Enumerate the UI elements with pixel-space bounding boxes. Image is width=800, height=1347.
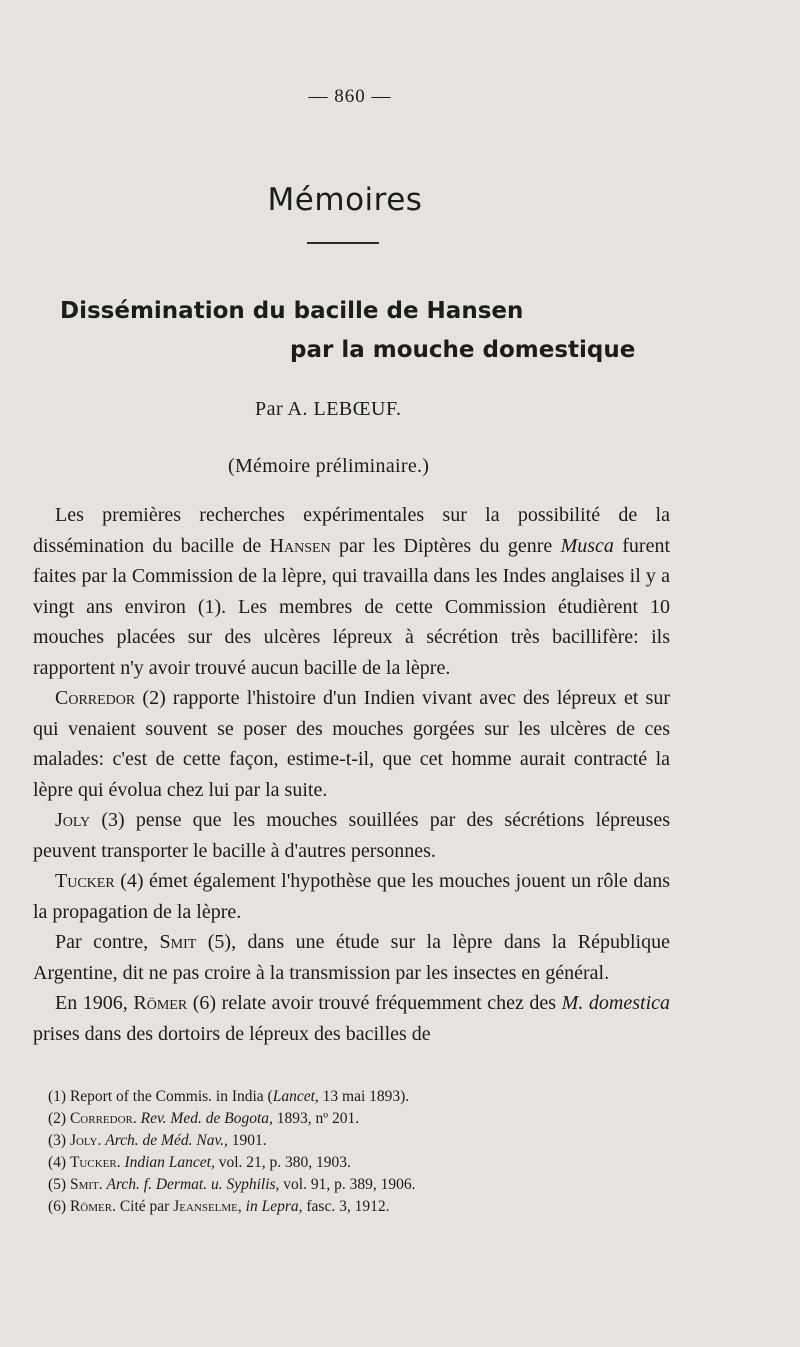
text-run: par les Diptères du genre [330, 534, 561, 557]
text-run: 1893, nº 201. [272, 1110, 360, 1127]
section-title: Mémoires [267, 182, 423, 218]
footnote-author: Jeanselme, [173, 1198, 242, 1215]
footnote-4 [48, 1152, 608, 1174]
text-run: Par contre, [55, 931, 160, 953]
footnote-number: (1) [48, 1088, 67, 1105]
journal-name: Arch. f. Dermat. u. Syphilis, [106, 1176, 280, 1193]
journal-name: Rev. Med. de Bogota, [140, 1110, 273, 1127]
footnote-number: (6) [48, 1198, 67, 1215]
footnote-2 [48, 1108, 608, 1130]
author-name: Smit [159, 931, 197, 953]
footnote-number: (3) [48, 1132, 67, 1149]
paragraph-4 [33, 866, 670, 927]
footnote-3 [48, 1130, 608, 1152]
author-name: Hansen [269, 534, 331, 557]
journal-name: in Lepra, [241, 1198, 303, 1215]
text-run: prises dans des dortoirs de lépreux des bacilles de [33, 1022, 431, 1045]
footnote-1 [48, 1086, 608, 1108]
title-rule [307, 242, 379, 244]
text-run: furent faites par la Commission de la lèpre, qui travailla dans les Indes anglaises il y a vingt ans environ (1). Les membres de cette Commission étudièrent 10 mouches placées sur des ulcères lépreux à sécrétion très bacillifère: ils rapportent n'y avoir trouvé aucun bacille de la lèpre. [33, 534, 671, 679]
author-name: Tucker [55, 870, 115, 892]
author-name: Corredor [55, 687, 136, 709]
text-run: vol. 91, p. 389, 1906. [279, 1176, 416, 1193]
footnote-number: (2) [48, 1110, 67, 1127]
footnotes [48, 1086, 608, 1218]
species-name: M. domestica [561, 992, 671, 1014]
text-run: (3) pense que les mouches souillées par des sécrétions lépreuses peuvent transporter le bacille à d'autres personnes. [33, 809, 670, 862]
author-name: Joly [55, 809, 91, 831]
journal-name: Indian Lancet, [124, 1154, 215, 1171]
journal-name: Arch. de Méd. Nav., [105, 1132, 228, 1149]
author-name: Römer [133, 992, 188, 1014]
footnote-author: Römer. [69, 1198, 116, 1215]
article-title-line-2: par la mouche domestique [290, 337, 636, 363]
paragraph-5 [33, 927, 670, 988]
page-number: — 860 — [308, 86, 392, 107]
text-run: En 1906, [55, 992, 134, 1014]
footnote-author: Corredor. [69, 1110, 137, 1127]
article-subtitle: (Mémoire préliminaire.) [228, 455, 430, 477]
footnote-author: Tucker. [69, 1154, 121, 1171]
footnote-6 [48, 1196, 608, 1218]
text-run: (4) émet également l'hypothèse que les mouches jouent un rôle dans la propagation de la lèpre. [33, 870, 670, 923]
text-run: vol. 21, p. 380, 1903. [214, 1154, 351, 1171]
text-run: (6) relate avoir trouvé fréquemment chez des [187, 992, 562, 1014]
footnote-number: (5) [48, 1176, 67, 1193]
paragraph-1 [33, 500, 670, 683]
footnote-5 [48, 1174, 608, 1196]
text-run: 1901. [227, 1132, 267, 1149]
text-run: (5), dans une étude sur la lèpre dans la République Argentine, dit ne pas croire à la transmission par les insectes en général. [33, 931, 670, 984]
article-title-line-1: Dissémination du bacille de Hansen [60, 298, 524, 324]
paragraph-2 [33, 683, 670, 805]
text-run: (2) rapporte l'histoire d'un Indien vivant avec des lépreux et sur qui venaient souvent se poser des mouches gorgées sur les ulcères de ces malades: c'est de cette façon, estime-t-il, que cet homme aurait contracté la lèpre qui évolua chez lui par la suite. [33, 687, 670, 801]
body-text [33, 500, 670, 1049]
text-run: Les premières recherches expérimentales sur la possibilité de la dissémination du bacille de [33, 504, 670, 557]
byline: Par A. LEBŒUF. [255, 398, 402, 420]
text-run: fasc. 3, 1912. [302, 1198, 390, 1215]
text-run: Cité par [115, 1198, 174, 1215]
paragraph-3 [33, 805, 670, 866]
paragraph-6 [33, 988, 670, 1049]
footnote-number: (4) [48, 1154, 67, 1171]
footnote-author: Joly. [69, 1132, 102, 1149]
footnote-author: Smit. [69, 1176, 103, 1193]
text-run: 13 mai 1893). [318, 1088, 410, 1105]
journal-name: Lancet, [272, 1088, 319, 1105]
genus-name: Musca [560, 534, 614, 557]
text-run: Report of the Commis. in India ( [66, 1088, 273, 1105]
